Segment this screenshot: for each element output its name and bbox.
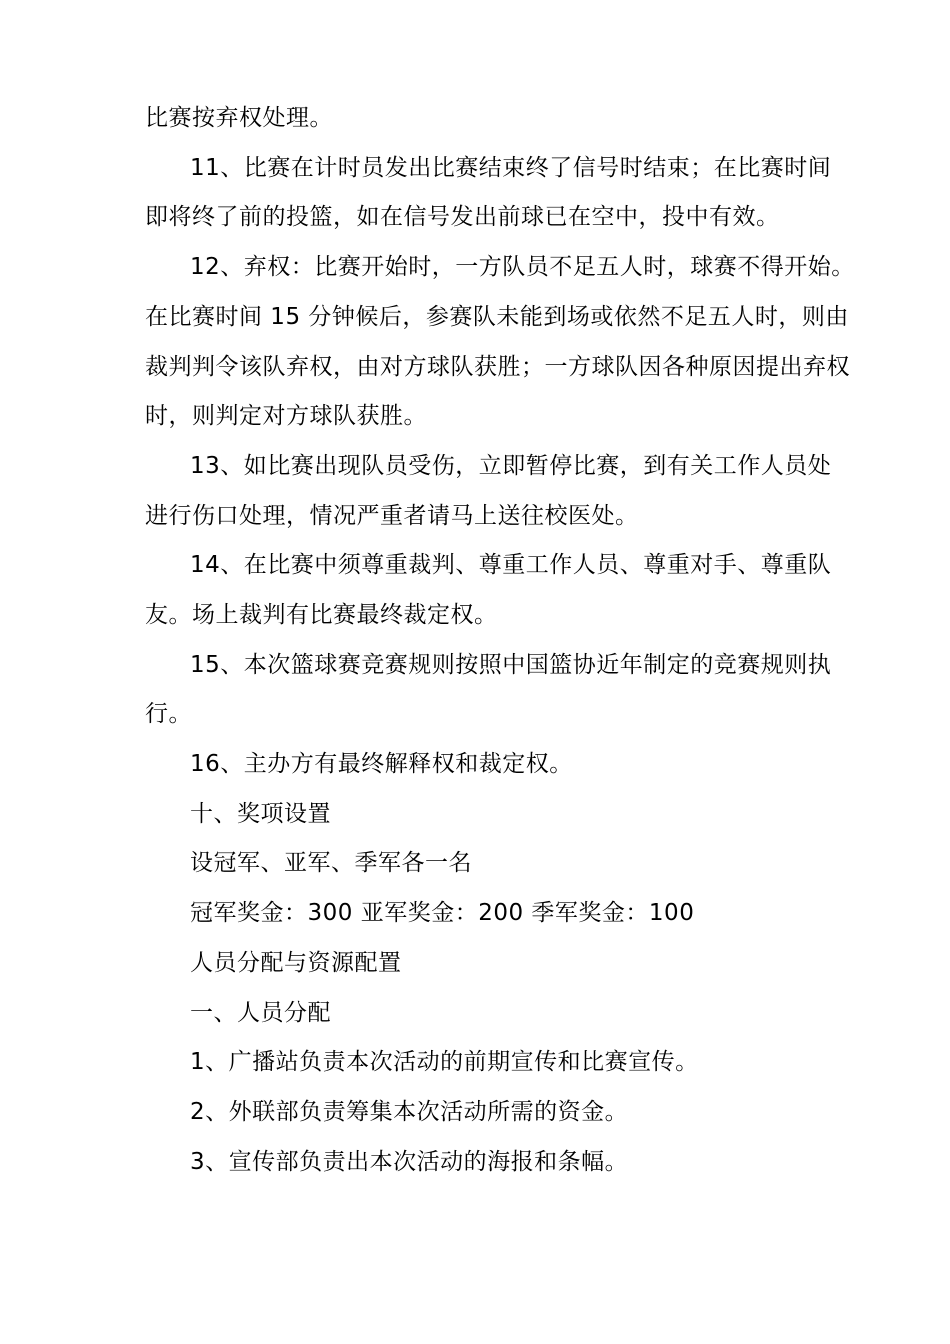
section-heading: 人员分配与资源配置 [190, 950, 402, 976]
paragraph-line: 进行伤口处理，情况严重者请马上送往校医处。 [145, 503, 639, 529]
list-item: 3、宣传部负责出本次活动的海报和条幅。 [190, 1149, 629, 1175]
paragraph-line: 13、如比赛出现队员受伤，立即暂停比赛，到有关工作人员处 [190, 453, 832, 479]
paragraph-line: 16、主办方有最终解释权和裁定权。 [190, 751, 573, 777]
paragraph-line: 在比赛时间 15 分钟候后，参赛队未能到场或依然不足五人时，则由 [145, 304, 849, 330]
paragraph-line: 即将终了前的投篮，如在信号发出前球已在空中，投中有效。 [145, 204, 780, 230]
paragraph-line: 行。 [145, 701, 192, 727]
paragraph-line: 时，则判定对方球队获胜。 [145, 403, 427, 429]
paragraph-line: 14、在比赛中须尊重裁判、尊重工作人员、尊重对手、尊重队 [190, 552, 832, 578]
paragraph-line: 12、弃权：比赛开始时，一方队员不足五人时，球赛不得开始。 [190, 254, 855, 280]
section-heading: 十、奖项设置 [190, 801, 331, 827]
paragraph-line: 设冠军、亚军、季军各一名 [190, 850, 472, 876]
paragraph-line: 友。场上裁判有比赛最终裁定权。 [145, 602, 498, 628]
paragraph-line: 冠军奖金：300 亚军奖金：200 季军奖金：100 [190, 900, 695, 926]
paragraph-line: 15、本次篮球赛竞赛规则按照中国篮协近年制定的竞赛规则执 [190, 652, 832, 678]
list-item: 2、外联部负责筹集本次活动所需的资金。 [190, 1099, 629, 1125]
paragraph-line: 比赛按弃权处理。 [145, 105, 333, 131]
paragraph-line: 11、比赛在计时员发出比赛结束终了信号时结束；在比赛时间 [190, 155, 832, 181]
section-heading: 一、人员分配 [190, 1000, 331, 1026]
paragraph-line: 裁判判令该队弃权，由对方球队获胜；一方球队因各种原因提出弃权 [145, 354, 850, 380]
list-item: 1、广播站负责本次活动的前期宣传和比赛宣传。 [190, 1049, 699, 1075]
